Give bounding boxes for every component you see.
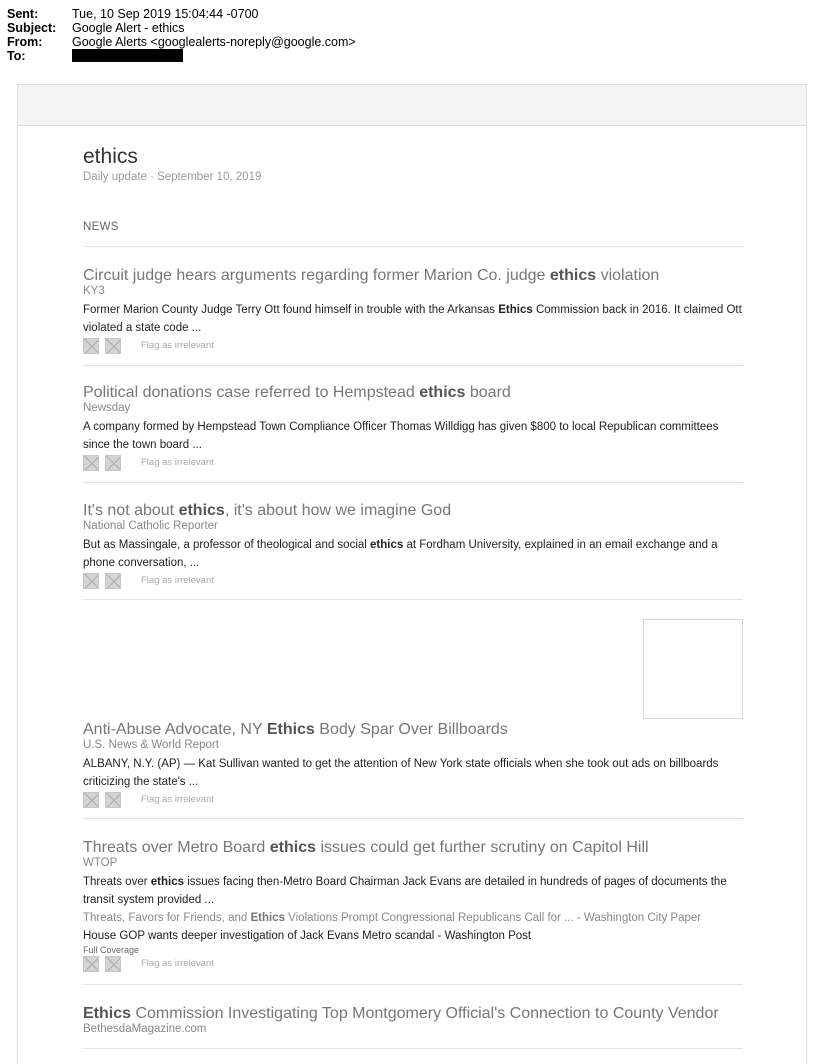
sent-value: Tue, 10 Sep 2019 15:04:44 -0700 xyxy=(72,7,259,21)
article-title-keyword: Ethics xyxy=(83,1005,132,1022)
full-coverage-link[interactable]: Full Coverage xyxy=(83,945,140,955)
article-actions xyxy=(83,955,743,972)
divider xyxy=(83,984,743,985)
related-text: Threats, Favors for Friends, and xyxy=(83,912,251,924)
article-title-text: Body Spar Over Billboards xyxy=(314,721,508,738)
article-title-link[interactable] xyxy=(83,383,743,402)
article-snippet xyxy=(83,873,743,909)
divider xyxy=(83,246,743,247)
article-source: Newsday xyxy=(83,402,131,414)
from-value: Google Alerts <googlealerts-noreply@google.com> xyxy=(72,35,356,49)
subject-label: Subject: xyxy=(7,21,57,35)
article-item xyxy=(83,266,743,354)
redacted-recipient xyxy=(72,49,183,62)
article-source: National Catholic Reporter xyxy=(83,520,218,532)
share-icon[interactable] xyxy=(83,956,99,972)
snippet-keyword: Ethics xyxy=(498,304,533,316)
snippet-text: But as Massingale, a professor of theological and social xyxy=(83,539,371,551)
article-title-text: , it's about how we imagine God xyxy=(224,502,452,519)
alert-card-header-bar xyxy=(18,85,806,126)
article-title-text: Threats over Metro Board xyxy=(83,839,270,856)
article-snippet: A company formed by Hempstead Town Compliance Officer Thomas Willdigg has given $800 to local Republican committees since the town board ... xyxy=(83,421,719,451)
article-title-link[interactable] xyxy=(83,501,743,520)
flag-irrelevant-link[interactable]: Flag as irrelevant xyxy=(141,457,214,468)
related-article-link[interactable]: House GOP wants deeper investigation of Jack Evans Metro scandal - Washington Post xyxy=(83,930,532,942)
from-label: From: xyxy=(7,35,43,49)
flag-irrelevant-link[interactable]: Flag as irrelevant xyxy=(141,575,214,586)
article-snippet: ALBANY, N.Y. (AP) — Kat Sullivan wanted to get the attention of New York state officials when she took out ads on billboards criticizing the state's ... xyxy=(83,758,719,788)
flag-irrelevant-link[interactable]: Flag as irrelevant xyxy=(141,958,214,969)
article-item xyxy=(83,1004,743,1036)
divider xyxy=(83,482,743,483)
snippet-text: at Fordham University, explained in an email exchange and a phone conversation, ... xyxy=(83,539,718,569)
share-icon[interactable] xyxy=(105,573,121,589)
share-icon[interactable] xyxy=(105,792,121,808)
article-source: BethesdaMagazine.com xyxy=(83,1023,207,1035)
article-title-link[interactable] xyxy=(83,1004,743,1023)
share-icon[interactable] xyxy=(105,338,121,354)
share-icon[interactable] xyxy=(83,573,99,589)
article-actions xyxy=(83,791,743,808)
snippet-text: Threats over xyxy=(83,876,151,888)
alert-card xyxy=(17,84,807,1064)
article-title-text: Anti-Abuse Advocate, NY xyxy=(83,721,267,738)
article-source: U.S. News & World Report xyxy=(83,739,219,751)
article-title-link[interactable] xyxy=(83,266,743,285)
article-source: WTOP xyxy=(83,857,118,869)
article-actions xyxy=(83,337,743,354)
alert-title: ethics xyxy=(83,145,138,168)
snippet-keyword: ethics xyxy=(150,876,184,888)
article-title-keyword: ethics xyxy=(419,384,466,401)
divider xyxy=(83,1048,743,1049)
share-icon[interactable] xyxy=(105,956,121,972)
article-title-keyword: ethics xyxy=(178,502,225,519)
article-source: KY3 xyxy=(83,285,105,297)
share-icon[interactable] xyxy=(83,455,99,471)
article-title-link[interactable] xyxy=(83,838,743,857)
snippet-text: issues facing then-Metro Board Chairman Jack Evans are detailed in hundreds of pages of documents the transit system provided ... xyxy=(83,876,727,906)
article-snippet xyxy=(83,536,743,572)
article-title-text: It's not about xyxy=(83,502,179,519)
article-title-text: Political donations case referred to Hempstead xyxy=(83,384,420,401)
email-header xyxy=(7,7,356,63)
snippet-text: Commission back in 2016. It claimed Ott violated a state code ... xyxy=(83,304,742,334)
sent-label: Sent: xyxy=(7,7,39,21)
divider xyxy=(83,365,743,366)
article-title-keyword: Ethics xyxy=(266,721,315,738)
article-title-link[interactable] xyxy=(83,720,743,739)
share-icon[interactable] xyxy=(105,455,121,471)
article-item xyxy=(83,501,743,589)
snippet-text: Former Marion County Judge Terry Ott found himself in trouble with the Arkansas xyxy=(83,304,499,316)
flag-irrelevant-link[interactable]: Flag as irrelevant xyxy=(141,794,214,805)
related-keyword: Ethics xyxy=(250,912,285,924)
article-item xyxy=(83,720,743,808)
alert-subtitle: Daily update · September 10, 2019 xyxy=(83,171,262,183)
article-snippet xyxy=(83,301,743,337)
article-item xyxy=(83,838,743,972)
article-title-text: Circuit judge hears arguments regarding former Marion Co. judge xyxy=(83,267,550,284)
article-actions xyxy=(83,454,743,471)
article-title-keyword: ethics xyxy=(269,839,316,856)
article-actions xyxy=(83,572,743,589)
related-article-link[interactable] xyxy=(83,909,743,927)
subject-value: Google Alert - ethics xyxy=(72,21,185,35)
share-icon[interactable] xyxy=(83,792,99,808)
snippet-keyword: ethics xyxy=(370,539,404,551)
divider xyxy=(83,599,743,600)
flag-irrelevant-link[interactable]: Flag as irrelevant xyxy=(141,340,214,351)
article-title-text: Commission Investigating Top Montgomery Official's Connection to County Vendor xyxy=(131,1005,719,1022)
to-label: To: xyxy=(7,49,26,63)
article-title-text: issues could get further scrutiny on Capitol Hill xyxy=(316,839,649,856)
article-thumbnail[interactable] xyxy=(643,619,743,719)
share-icon[interactable] xyxy=(83,338,99,354)
article-item xyxy=(83,383,743,471)
article-title-text: violation xyxy=(596,267,660,284)
article-title-text: board xyxy=(465,384,511,401)
section-label-news: NEWS xyxy=(83,221,119,233)
article-title-keyword: ethics xyxy=(549,267,597,284)
related-text: Violations Prompt Congressional Republicans Call for ... - Washington City Paper xyxy=(284,912,702,924)
divider xyxy=(83,818,743,819)
